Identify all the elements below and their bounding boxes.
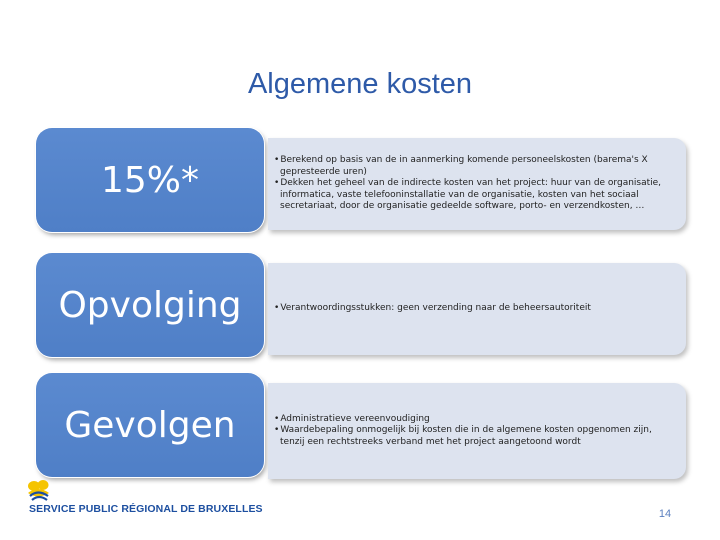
row-description: [268, 383, 686, 479]
row-description: [268, 138, 686, 230]
bullet-item: • Dekken het geheel van de indirecte kosten van het project: huur van de organisatie, informatica, vaste telefooninstallatie van de organisatie, kosten van het sociaal secretariaat, door de organisatie gedeelde software, porto- en verzendkosten, …: [274, 178, 676, 213]
organization-logo: [24, 480, 263, 516]
row-label-box: [36, 373, 264, 477]
iris-flower-icon: [26, 480, 56, 502]
row-label-box: [36, 128, 264, 232]
bullet-item: • Administratieve vereenvoudiging: [274, 414, 676, 426]
cost-row-percentage: [0, 128, 720, 238]
bullet-list: [274, 155, 676, 213]
row-label: Opvolging: [58, 284, 242, 326]
cost-row-gevolgen: [0, 373, 720, 483]
row-label: 15%*: [100, 159, 199, 201]
cost-row-opvolging: [0, 253, 720, 363]
row-label-box: [36, 253, 264, 357]
bullet-list: [274, 414, 676, 449]
row-label: Gevolgen: [64, 404, 236, 446]
bullet-item: • Waardebepaling onmogelijk bij kosten die in de algemene kosten opgenomen zijn, tenzij een rechtstreeks verband met het project aangetoond wordt: [274, 425, 676, 448]
organization-name: SERVICE PUBLIC RÉGIONAL DE BRUXELLES: [29, 503, 263, 515]
row-description: [268, 263, 686, 355]
bullet-list: [274, 303, 591, 315]
bullet-item: • Berekend op basis van de in aanmerking komende personeelskosten (barema's X gepresteerde uren): [274, 155, 676, 178]
page-number: 14: [658, 508, 672, 520]
bullet-item: • Verantwoordingsstukken: geen verzending naar de beheersautoriteit: [274, 303, 591, 315]
slide-title: Algemene kosten: [247, 68, 473, 100]
